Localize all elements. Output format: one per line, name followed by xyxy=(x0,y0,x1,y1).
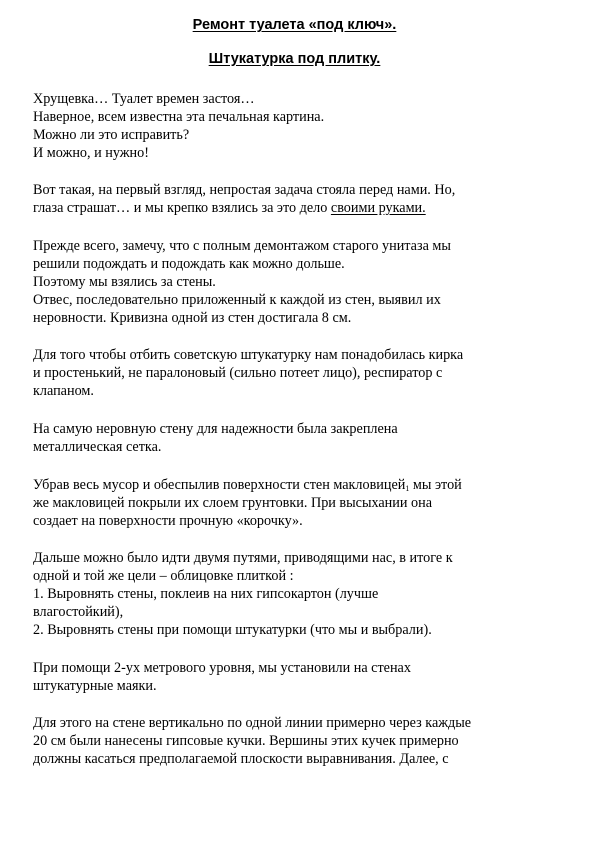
text-line: штукатурные маяки. xyxy=(33,678,157,694)
text-line: решили подождать и подождать как можно дольше. xyxy=(33,256,345,272)
text-line: же макловицей покрыли их слоем грунтовки. При высыхании она xyxy=(33,495,432,511)
text-line: Отвес, последовательно приложенный к каждой из стен, выявил их xyxy=(33,292,441,308)
text-line: Поэтому мы взялись за стены. xyxy=(33,274,216,290)
document-title: Ремонт туалета «под ключ». xyxy=(192,17,397,33)
text-line: Прежде всего, замечу, что с полным демонтажом старого унитаза мы xyxy=(33,238,451,254)
text-line: И можно, и нужно! xyxy=(33,145,149,161)
text-line: Наверное, всем известна эта печальная картина. xyxy=(33,109,325,125)
text-line: Вот такая, на первый взгляд, непростая задача стояла перед нами. Но, xyxy=(33,182,456,198)
text-line xyxy=(33,199,426,217)
text-line: Можно ли это исправить? xyxy=(33,127,190,143)
text-line: неровности. Кривизна одной из стен достигала 8 см. xyxy=(33,310,352,326)
text-line: На самую неровную стену для надежности была закреплена xyxy=(33,421,398,437)
text-line: должны касаться предполагаемой плоскости выравнивания. Далее, с xyxy=(33,751,449,767)
list-item: 2. Выровнять стены при помощи штукатурки (что мы и выбрали). xyxy=(33,622,432,638)
text-line: 20 см были нанесены гипсовые кучки. Вершины этих кучек примерно xyxy=(33,733,459,749)
list-item: 1. Выровнять стены, поклеив на них гипсокартон (лучше xyxy=(33,586,379,602)
document-subtitle: Штукатурка под плитку. xyxy=(208,51,381,67)
text-line: Дальше можно было идти двумя путями, приводящими нас, в итоге к xyxy=(33,550,453,566)
text-line: При помощи 2-ух метрового уровня, мы установили на стенах xyxy=(33,660,411,676)
text-line: создает на поверхности прочную «корочку». xyxy=(33,513,303,529)
text-line: и простенький, не паралоновый (сильно потеет лицо), респиратор с xyxy=(33,365,443,381)
text-fragment: глаза страшат… и мы крепко взялись за это дело xyxy=(33,200,331,216)
own-hands-link[interactable]: своими руками. xyxy=(330,200,426,216)
text-line: Хрущевка… Туалет времен застоя… xyxy=(33,91,255,107)
text-line: клапаном. xyxy=(33,383,94,399)
text-line: одной и той же цели – облицовке плиткой : xyxy=(33,568,294,584)
text-fragment: мы этой xyxy=(409,477,462,493)
list-item-continuation: влагостойкий), xyxy=(33,604,124,620)
text-line: Для этого на стене вертикально по одной линии примерно через каждые xyxy=(33,715,472,731)
text-fragment: Убрав весь мусор и обеспылив поверхности стен макловицей xyxy=(33,477,406,493)
text-line: Для того чтобы отбить советскую штукатурку нам понадобилась кирка xyxy=(33,347,464,363)
footnote-marker: 1 xyxy=(405,484,410,493)
text-line: металлическая сетка. xyxy=(33,439,162,455)
text-line xyxy=(33,476,462,494)
